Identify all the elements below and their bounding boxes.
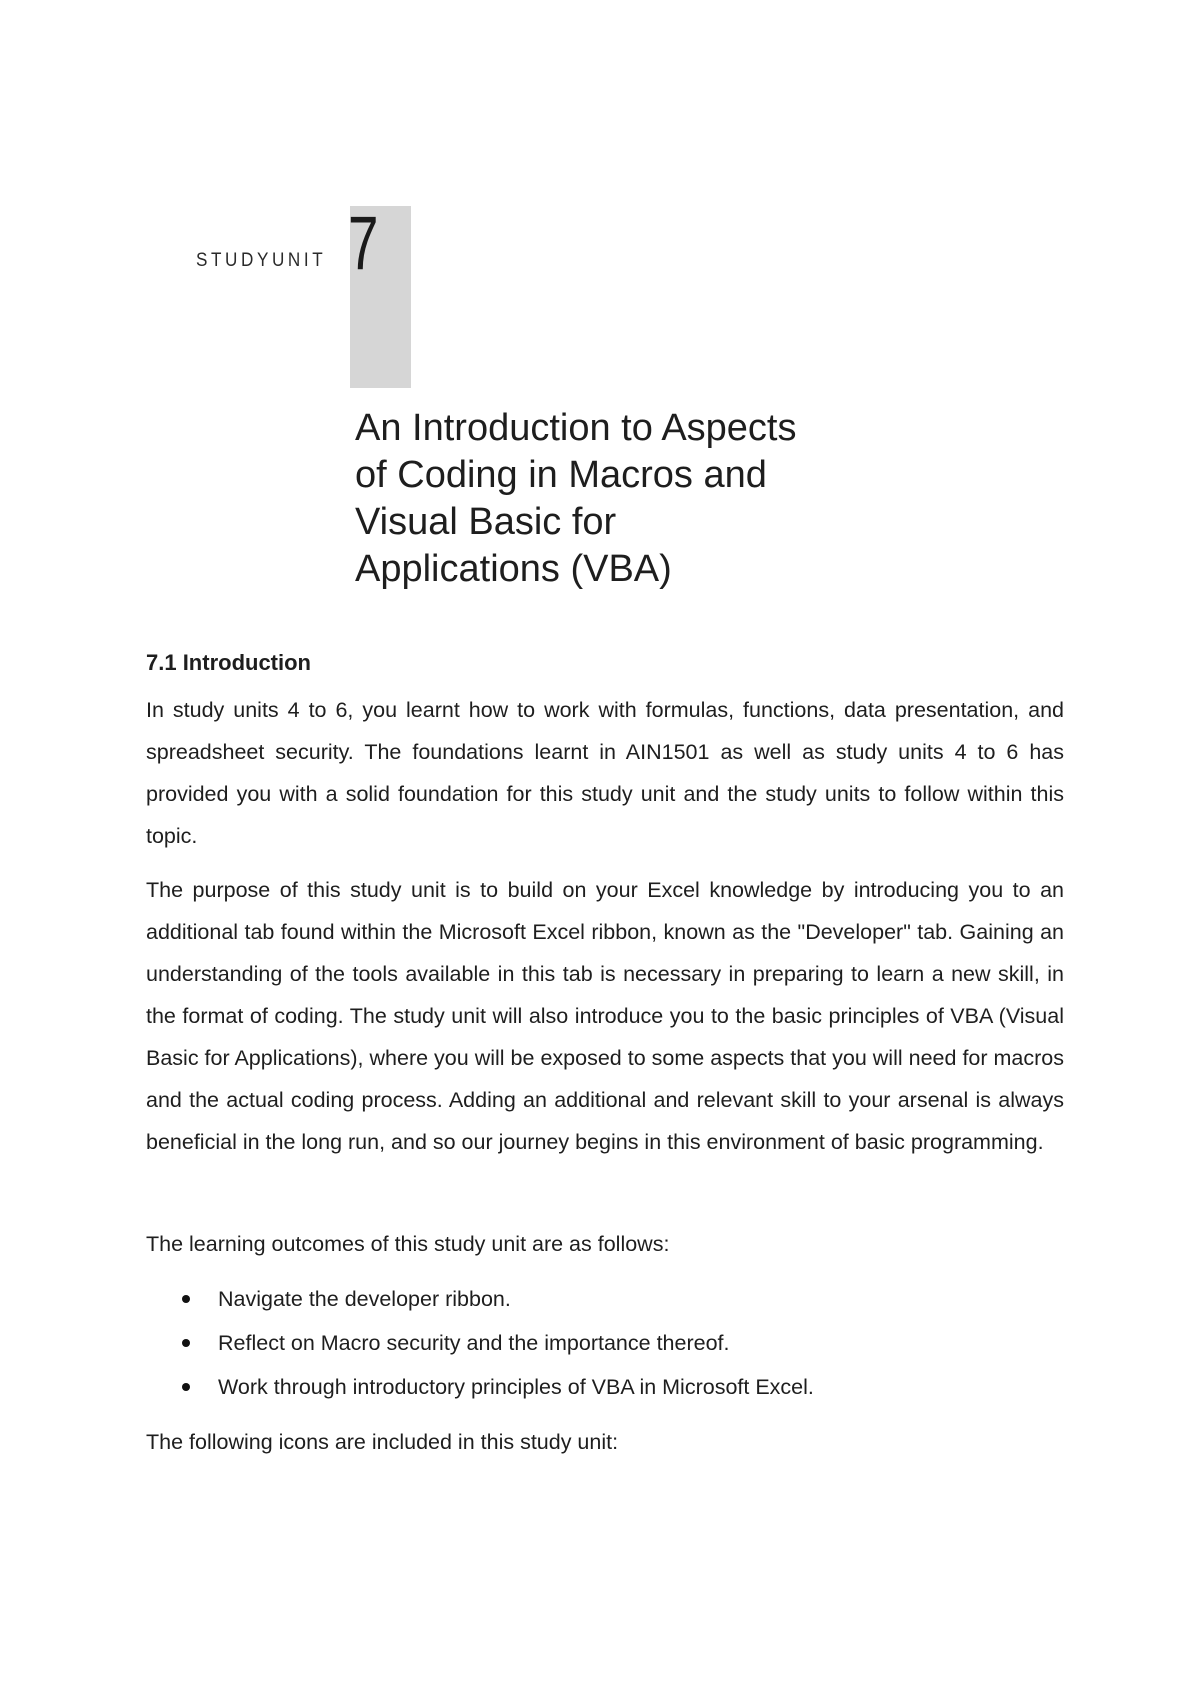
- outcomes-list: [146, 1277, 1064, 1409]
- unit-title-line: of Coding in Macros and: [355, 454, 767, 496]
- unit-title-line: Visual Basic for: [355, 501, 617, 543]
- list-item-text: Reflect on Macro security and the importance thereof.: [218, 1331, 730, 1355]
- list-item-text: Work through introductory principles of VBA in Microsoft Excel.: [218, 1375, 814, 1399]
- paragraph: The purpose of this study unit is to build on your Excel knowledge by introducing you to an additional tab found within the Microsoft Excel ribbon, known as the "Developer" tab. Gaining an understanding of the tools available in this tab is necessary in preparing to learn a new skill, in the format of coding. The study unit will also introduce you to the basic principles of VBA (Visual Basic for Applications), where you will be exposed to some aspects that you will need for macros and the actual coding process. Adding an additional and relevant skill to your arsenal is always beneficial in the long run, and so our journey begins in this environment of basic programming.: [146, 878, 1064, 1154]
- unit-number: 7: [348, 201, 379, 286]
- outcomes-intro: The learning outcomes of this study unit are as follows:: [146, 1232, 670, 1256]
- bullet-icon: [182, 1383, 190, 1391]
- bullet-icon: [182, 1339, 190, 1347]
- unit-title-line: An Introduction to Aspects: [355, 407, 797, 449]
- list-item: [218, 1321, 1064, 1365]
- document-body: [146, 648, 1064, 1475]
- study-unit-label: STUDYUNIT: [196, 250, 327, 271]
- unit-title-line: Applications (VBA): [355, 548, 672, 590]
- icons-intro: The following icons are included in this study unit:: [146, 1430, 619, 1454]
- paragraph: In study units 4 to 6, you learnt how to work with formulas, functions, data presentation, and spreadsheet security. The foundations learnt in AIN1501 as well as study units 4 to 6 has provided you with a solid foundation for this study unit and the study units to follow within this topic.: [146, 698, 1064, 848]
- unit-title: [355, 405, 875, 593]
- list-item-text: Navigate the developer ribbon.: [218, 1287, 511, 1311]
- list-item: [218, 1277, 1064, 1321]
- list-item: [218, 1365, 1064, 1409]
- section-heading: 7.1 Introduction: [146, 650, 311, 675]
- bullet-icon: [182, 1295, 190, 1303]
